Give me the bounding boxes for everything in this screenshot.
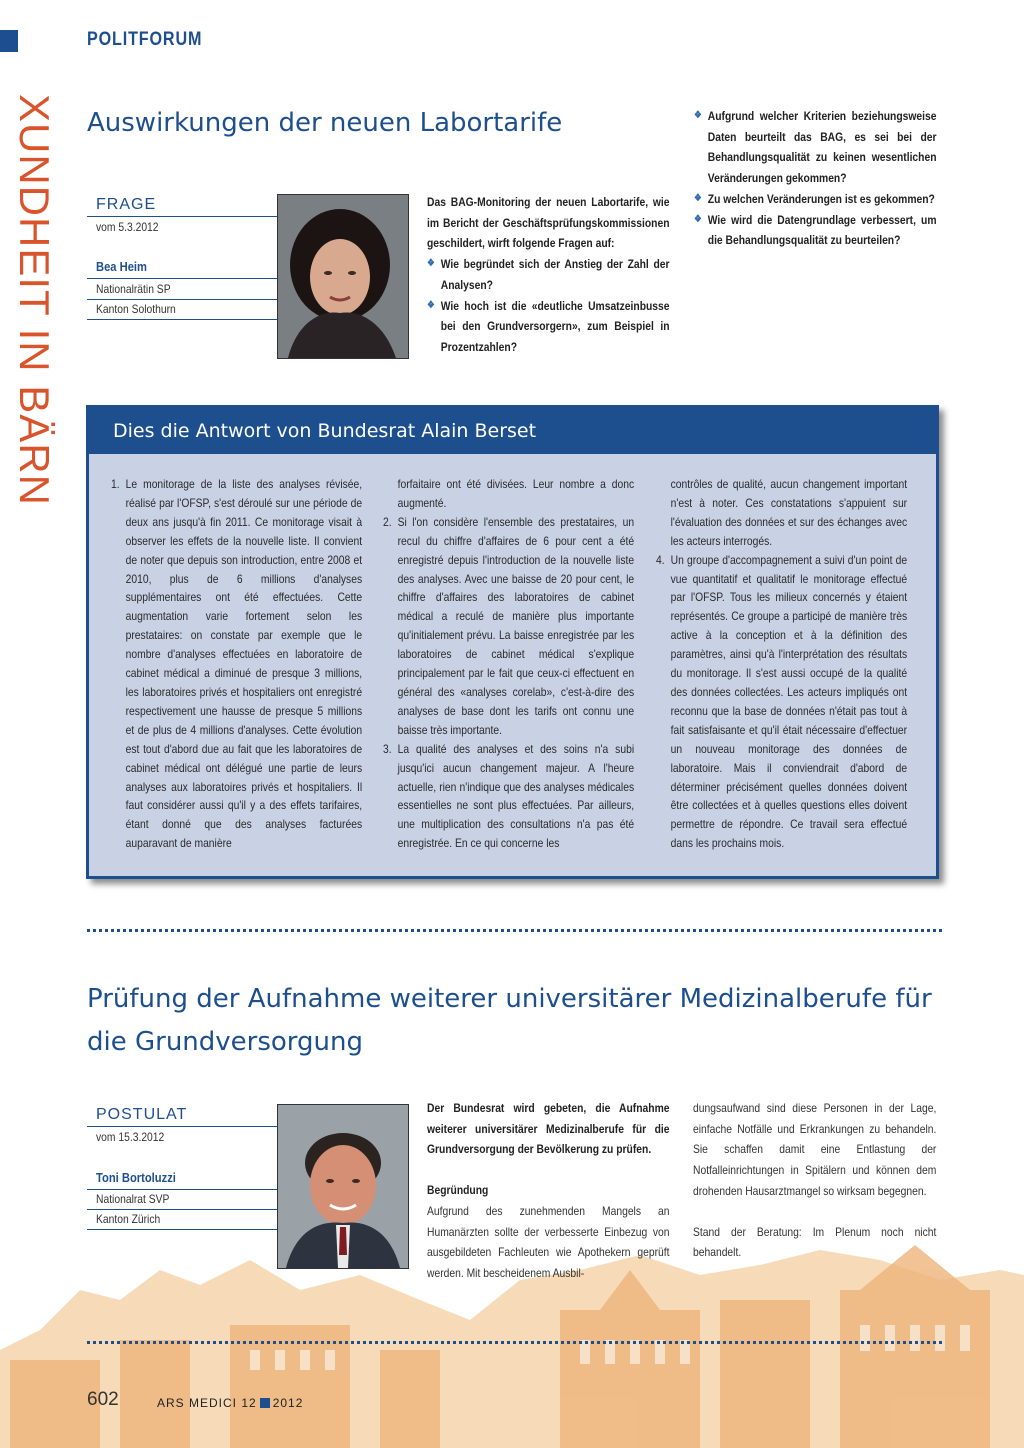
answer-item-number: 2.: [383, 514, 392, 529]
article2-author-region: Kanton Zürich: [96, 1212, 161, 1226]
vertical-section-title: [6, 94, 66, 510]
article2-reason-heading: Begründung: [427, 1183, 489, 1198]
publication-info: [157, 1396, 303, 1410]
question-item: ❖ Wie wird die Datengrundlage verbessert, um die Behandlungsqualität zu beurteilen?: [694, 210, 937, 251]
article1-question-block-2: [694, 106, 937, 251]
article1-author-photo: [277, 194, 409, 359]
divider: [87, 216, 277, 217]
question-item: ❖ Zu welchen Veränderungen ist es gekommen?: [694, 189, 937, 210]
article2-author-photo: [277, 1104, 409, 1269]
answer-item-text: Le monitorage de la liste des analyses révisée, réalisé par l'OFSP, s'est déroulé sur une période de deux ans jusqu'à fin 2011. Ce monitorage visait à observer les effets de la nouvelle liste. Il convient de noter que depuis son introduction, entre 2008 et 2010, plus de 6 millions d'analyses supplémentaires ont été effectuées. Cette augmentation varie fortement selon les prestataires: on constate par exemple que le nombre d'analyses effectuées en laboratoire de cabinet médical a diminué de presque 3 millions, les laboratoires privés et hospitaliers ont enregistré respectivement une hausse de presque 5 millions et de plus de 4 millions d'analyses. Cette évolution est tout d'abord due au fait que les laboratoires de cabinet médical ont délégué une partie de leurs analyses aux laboratoires privés et hospitaliers. Il faut considérer aussi qu'il y a des effets tarifaires, étant donné que des analyses facturées auparavant de manière: [125, 477, 363, 851]
question-item: ❖ Wie begründet sich der Anstieg der Zahl der Analysen?: [427, 254, 670, 295]
answer-item: [383, 740, 634, 853]
article1-title: Auswirkungen der neuen Labortarife: [87, 108, 563, 138]
article1-question-block: [427, 192, 670, 358]
divider: [87, 299, 277, 300]
question-item: ❖ Aufgrund welcher Kriterien beziehungsweise Daten beurteilt das BAG, es sei bei der Behandlungsqualität zu keinen wesentlichen Veränderungen gekommen?: [694, 106, 937, 189]
article2-title: Prüfung der Aufnahme weiterer universitärer Medizinalberufe für die Grundversorgung: [87, 984, 932, 1057]
answer-continuation: contrôles de qualité, aucun changement important n'est à noter. Ces constatations s'appuient sur l'évaluation des données et sur des échanges avec les acteurs interrogés.: [670, 477, 908, 548]
answer-item-number: 1.: [111, 477, 120, 491]
answer-item: [383, 513, 634, 740]
section-label: POLITFORUM: [87, 29, 203, 50]
article2-status: Stand der Beratung: Im Plenum noch nicht behandelt.: [693, 1224, 937, 1260]
article2-date: vom 15.3.2012: [96, 1130, 165, 1144]
answer-item-number: 4.: [656, 552, 665, 567]
answer-box: [86, 405, 939, 879]
divider: [87, 1189, 277, 1190]
answer-column-1: [111, 475, 362, 853]
article2-request: Der Bundesrat wird gebeten, die Aufnahme weiterer universitärer Medizinalberufe für die Grundversorgung der Bevölkerung zu prüfen.: [427, 1101, 670, 1157]
article2-reason-part1: Aufgrund des zunehmenden Mangels an Humanärzten sollte der verbesserte Einbezug von ausgebildeten Fachleuten wie Apothekern geprüft werden. Mit bescheidenem Ausbil-: [427, 1203, 670, 1280]
answer-item: [111, 475, 362, 853]
article1-author-name: Bea Heim: [96, 259, 147, 274]
article2-author-name: Toni Bortoluzzi: [96, 1170, 176, 1185]
answer-continuation: forfaitaire ont été divisées. Leur nombre a donc augmenté.: [397, 477, 635, 510]
divider: [87, 319, 277, 320]
article1-type: FRAGE: [96, 196, 157, 213]
dotted-divider: [87, 1341, 942, 1344]
publication-name: ARS MEDICI 12: [157, 1396, 257, 1410]
article1-date: vom 5.3.2012: [96, 220, 159, 234]
dotted-divider: [87, 929, 942, 932]
answer-item: [656, 551, 907, 854]
answer-item-text: Si l'on considère l'ensemble des prestataires, un recul du chiffre d'affaires de 6 pour cent a été enregistré depuis l'introduction de la nouvelle liste des analyses. Avec une baisse de 20 pour cent, le chiffre d'affaires des laboratoires de cabinet médical a reculé de manière plus importante qu'initialement prévu. La baisse enregistrée par les laboratoires de cabinet médical s'explique principalement par le fait que ceux-ci effectuent en général des «analyses corelab», c'est-à-dire des analyses de base dont les tarifs ont connu une baisse très importante.: [397, 514, 635, 737]
article1-author-region: Kanton Solothurn: [96, 302, 176, 316]
vertical-title-text: XUNDHEIT IN BÄRN: [11, 94, 58, 506]
square-separator-icon: [260, 1398, 270, 1408]
page-number: 602: [87, 1389, 119, 1410]
article2-reason-part2: dungsaufwand sind diese Personen in der Lage, einfache Notfälle und Erkrankungen zu behandeln. Sie schaffen damit eine Entlastung der Notfalleinrichtungen in Spitälern und können dem drohenden Hausarztmangel so wirksam begegnen.: [693, 1101, 937, 1198]
question-item: ❖ Wie hoch ist die «deutliche Umsatzeinbusse bei den Grundversorgern», zum Beispiel in Prozentzahlen?: [427, 296, 670, 358]
divider: [87, 1126, 277, 1127]
section-tab-marker: [0, 30, 18, 52]
article2-author-role: Nationalrat SVP: [96, 1192, 170, 1206]
divider: [87, 1209, 277, 1210]
answer-column-2: [383, 475, 634, 853]
article2-reason-column: [693, 1098, 936, 1263]
divider: [87, 1229, 277, 1230]
answer-column-3: [656, 475, 907, 853]
answer-item-text: Un groupe d'accompagnement a suivi d'un point de vue quantitatif et qualitatif le monitorage effectué par l'OFSP. Tous les milieux concernés y étaient représentés. Ce groupe a participé de manière très active à la conception et à la définition des paramètres, ainsi qu'à l'interprétation des résultats du monitorage. Il s'est aussi occupé de la qualité des données collectées. Les acteurs impliqués ont reconnu que la base de données n'était pas tout à fait satisfaisante et qu'il était nécessaire d'effectuer un nouveau monitorage des données de laboratoire. Mais il conviendrait d'abord de déterminer précisément quelles données doivent être collectées et à quelles questions elles doivent permettre de répondre. Ce travail sera effectué dans les prochains mois.: [670, 552, 908, 851]
answer-item-number: 3.: [383, 741, 392, 756]
answer-item-text: La qualité des analyses et des soins n'a subi jusqu'ici aucun changement majeur. A l'heure actuelle, rien n'indique que des analyses médicales essentielles ne sont plus effectuées. Par ailleurs, une multiplication des consultations n'a pas été enregistrée. En ce qui concerne les: [397, 741, 635, 851]
article2-request-column: [427, 1098, 670, 1284]
answer-heading: Dies die Antwort von Bundesrat Alain Berset: [89, 408, 936, 454]
divider: [87, 278, 277, 279]
publication-year: 2012: [272, 1396, 304, 1410]
article1-intro: Das BAG-Monitoring der neuen Labortarife, wie im Bericht der Geschäftsprüfungskommissionen geschildert, wirft folgende Fragen auf:: [427, 195, 670, 251]
article2-type: POSTULAT: [96, 1106, 188, 1123]
article1-author-role: Nationalrätin SP: [96, 282, 171, 296]
